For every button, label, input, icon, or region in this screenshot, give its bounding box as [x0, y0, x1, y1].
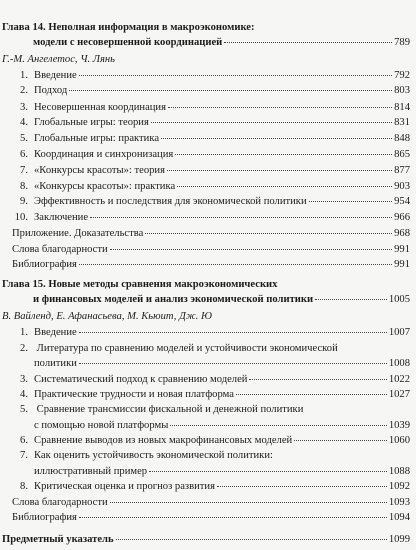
- page-number: 1022: [388, 373, 410, 385]
- chapter-14-subtitle: модели с несовершенной координацией: [33, 37, 223, 49]
- entry-title: «Конкурсы красоты»: теория: [34, 164, 165, 176]
- entry-number: 5.: [20, 132, 28, 144]
- page-number: 966: [394, 211, 410, 223]
- chapter-15-subtitle: и финансовых моделей и анализ экономической политики: [33, 294, 314, 306]
- entry-title: Подход: [34, 85, 68, 97]
- leader-dots: [110, 502, 387, 503]
- entry-title: Несовершенная координация: [34, 101, 166, 113]
- entry-number: 7.: [20, 450, 28, 462]
- page-number: 1088: [388, 465, 410, 477]
- entry-title: «Конкурсы красоты»: практика: [34, 180, 176, 192]
- entry-number: 1.: [20, 327, 28, 339]
- entry-title: Практические трудности и новая платформа: [34, 389, 234, 400]
- leader-dots: [149, 471, 387, 472]
- page-number: 954: [394, 196, 410, 208]
- entry-title: Сравнение выводов из новых макрофинансовых моделей: [34, 435, 293, 447]
- page-number: 1060: [388, 435, 410, 447]
- subject-index-entry: [2, 534, 410, 546]
- page-number: 1039: [388, 419, 410, 431]
- entry-number: 2.: [20, 342, 28, 354]
- entry-title: Глобальные игры: теория: [34, 117, 149, 129]
- leader-dots: [217, 486, 387, 487]
- entry-title: Слова благодарности: [12, 243, 108, 255]
- toc-entry-line2: [34, 466, 410, 478]
- page-number: 968: [394, 228, 410, 240]
- toc-entry: [12, 481, 410, 493]
- entry-number: 4.: [20, 117, 28, 129]
- page-number: 1027: [388, 389, 410, 400]
- entry-title: Как оценить устойчивость экономической политики:: [34, 450, 273, 462]
- entry-title: Эффективность и последствия для экономической политики: [34, 196, 307, 208]
- entry-number: 5.: [20, 404, 28, 416]
- page-number: 792: [394, 69, 410, 81]
- entry-number: 6.: [20, 149, 28, 161]
- page-number: 1007: [388, 327, 410, 339]
- toc-entry-line1: [12, 450, 410, 462]
- entry-number: 3.: [20, 101, 28, 113]
- chapter-14-title: Глава 14. Неполная информация в макроэкономике:: [2, 21, 255, 33]
- page-number: 848: [394, 132, 410, 144]
- page-number: 1093: [388, 496, 410, 508]
- page-number: 865: [394, 149, 410, 161]
- entry-title: Приложение. Доказательства: [12, 228, 144, 240]
- entry-title-cont: с помощью новой платформы: [34, 419, 169, 431]
- entry-number: 8.: [20, 481, 28, 493]
- page-number: 991: [394, 243, 410, 255]
- entry-title: Литература по сравнению моделей и устойчивости экономической: [36, 342, 338, 354]
- page-number: 1008: [388, 358, 410, 370]
- entry-number: 9.: [20, 196, 28, 208]
- entry-title: Библиография: [12, 259, 77, 271]
- chapter-15-title: Глава 15. Новые методы сравнения макроэкономических: [2, 278, 278, 290]
- page-number: 814: [394, 101, 410, 113]
- page-number: 991: [394, 259, 410, 271]
- entry-number: 2.: [20, 85, 28, 97]
- entry-title: Систематический подход к сравнению моделей: [34, 373, 248, 385]
- entry-number: 1.: [20, 69, 28, 81]
- toc-entry: [12, 497, 410, 509]
- page-number: 1005: [388, 294, 410, 306]
- toc-entry: [12, 512, 410, 524]
- entry-number: 6.: [20, 435, 28, 447]
- leader-dots: [79, 517, 387, 518]
- page-number: 903: [394, 180, 410, 192]
- page-number: 789: [394, 37, 410, 49]
- entry-number: 4.: [20, 389, 28, 400]
- entry-title: Слова благодарности: [12, 496, 108, 508]
- entry-title-cont: иллюстративный пример: [34, 465, 148, 477]
- entry-title: Введение: [34, 69, 77, 81]
- entry-title: Введение: [34, 327, 77, 339]
- authors-text: Г.-М. Ангелетос, Ч. Лянь: [2, 53, 115, 65]
- entry-title-cont: политики: [34, 358, 77, 370]
- entry-title: Координация и синхронизация: [34, 149, 174, 161]
- entry-number: 7.: [20, 164, 28, 176]
- entry-title: Критическая оценка и прогноз развития: [34, 481, 215, 493]
- entry-title: Сравнение трансмиссии фискальной и денежной политики: [36, 404, 304, 416]
- entry-number: 10.: [14, 211, 28, 223]
- page-number: 1092: [388, 481, 410, 493]
- page-number: 803: [394, 85, 410, 97]
- authors-text: В. Вайленд, Е. Афанасьева, М. Кьюит, Дж. Ю: [2, 310, 212, 322]
- page-number: 831: [394, 117, 410, 129]
- entry-title: Глобальные игры: практика: [34, 132, 160, 144]
- page-number: 1099: [388, 533, 410, 545]
- leader-dots: [116, 539, 387, 540]
- entry-title: Библиография: [12, 512, 77, 524]
- entry-number: 8.: [20, 180, 28, 192]
- entry-number: 3.: [20, 373, 28, 385]
- entry-title: Заключение: [34, 211, 89, 223]
- index-title: Предметный указатель: [2, 533, 114, 545]
- page-number: 1094: [388, 512, 410, 524]
- page-number: 877: [394, 164, 410, 176]
